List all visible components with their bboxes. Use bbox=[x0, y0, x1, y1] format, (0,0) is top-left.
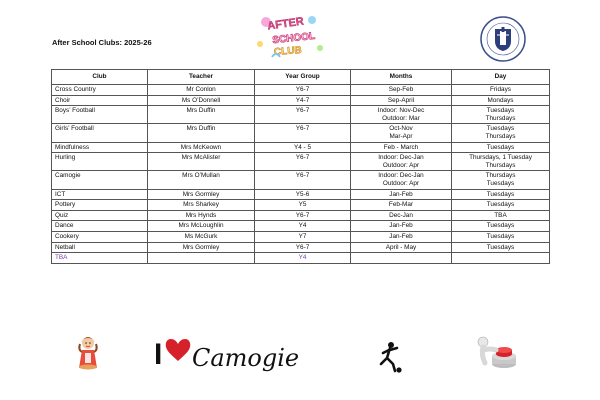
months-line: Mar-Apr bbox=[389, 132, 413, 140]
year-group-cell: Y4-7 bbox=[255, 95, 351, 106]
months-cell bbox=[351, 153, 452, 171]
months-cell bbox=[351, 253, 452, 264]
year-group-cell: Y5 bbox=[255, 200, 351, 211]
year-group-cell: Y6-7 bbox=[255, 106, 351, 124]
header-year-group: Year Group bbox=[255, 70, 351, 85]
table-header-row bbox=[52, 70, 550, 85]
teacher-cell: Mrs McKeown bbox=[148, 142, 255, 153]
year-group-cell: Y4 bbox=[255, 253, 351, 264]
year-group-cell: Y6-7 bbox=[255, 171, 351, 189]
header-club: Club bbox=[52, 70, 148, 85]
table-row bbox=[52, 242, 550, 253]
day-line: Thursdays bbox=[485, 172, 516, 180]
club-cell: ICT bbox=[52, 189, 148, 200]
year-group-cell: Y5-6 bbox=[255, 189, 351, 200]
club-cell: Netball bbox=[52, 242, 148, 253]
club-cell: Choir bbox=[52, 95, 148, 106]
day-line: Tuesdays bbox=[486, 222, 515, 230]
year-group-cell: Y6-7 bbox=[255, 85, 351, 96]
year-group-cell: Y6-7 bbox=[255, 124, 351, 142]
teacher-cell: Mrs Hynds bbox=[148, 210, 255, 221]
red-button-figure-icon bbox=[474, 334, 518, 370]
year-group-cell: Y4 - 5 bbox=[255, 142, 351, 153]
table-row bbox=[52, 189, 550, 200]
teacher-cell: Mrs Gormley bbox=[148, 242, 255, 253]
table-row bbox=[52, 210, 550, 221]
months-line: Feb-Mar bbox=[388, 201, 414, 209]
year-group-cell: Y7 bbox=[255, 231, 351, 242]
teacher-cell: Mrs Sharkey bbox=[148, 200, 255, 211]
club-cell: Quiz bbox=[52, 210, 148, 221]
table-row bbox=[52, 142, 550, 153]
club-cell: Cross Country bbox=[52, 85, 148, 96]
months-line: Indoor: Nov-Dec bbox=[377, 107, 425, 115]
table-row bbox=[52, 231, 550, 242]
teacher-cell: Mrs Duffin bbox=[148, 106, 255, 124]
months-line: Outdoor: Mar bbox=[382, 114, 420, 122]
months-cell bbox=[351, 221, 452, 232]
day-cell bbox=[452, 95, 550, 106]
teacher-cell: Mrs McAlister bbox=[148, 153, 255, 171]
camogie-logo-i: I bbox=[154, 338, 163, 371]
club-cell: Mindfulness bbox=[52, 142, 148, 153]
months-cell bbox=[351, 142, 452, 153]
day-cell bbox=[452, 242, 550, 253]
months-cell bbox=[351, 171, 452, 189]
day-line: TBA bbox=[494, 211, 507, 219]
day-cell bbox=[452, 106, 550, 124]
table-row bbox=[52, 85, 550, 96]
clubs-table bbox=[51, 69, 550, 264]
club-cell: Cookery bbox=[52, 231, 148, 242]
header-day: Day bbox=[452, 70, 550, 85]
months-line: Outdoor: Apr bbox=[382, 161, 420, 169]
day-cell bbox=[452, 231, 550, 242]
i-love-camogie-logo bbox=[152, 326, 300, 376]
year-group-cell: Y4 bbox=[255, 221, 351, 232]
day-line: Thursdays bbox=[485, 161, 516, 169]
months-cell bbox=[351, 200, 452, 211]
months-line: Dec-Jan bbox=[389, 211, 413, 219]
day-cell bbox=[452, 85, 550, 96]
table-body bbox=[52, 85, 550, 264]
day-line: Tuesdays bbox=[486, 143, 515, 151]
months-line: Jan-Feb bbox=[389, 232, 413, 240]
months-cell bbox=[351, 210, 452, 221]
day-line: Mondays bbox=[487, 96, 514, 104]
teacher-cell bbox=[148, 253, 255, 264]
after-school-club-logo bbox=[252, 10, 328, 62]
day-cell bbox=[452, 124, 550, 142]
club-cell: Dance bbox=[52, 221, 148, 232]
day-line: Thursdays bbox=[485, 114, 516, 122]
heart-icon bbox=[166, 339, 191, 361]
months-line: Jan-Feb bbox=[389, 190, 413, 198]
logo-club-text: CLUB bbox=[273, 45, 303, 58]
months-line: Indoor: Dec-Jan bbox=[378, 172, 424, 180]
day-line: Tuesdays bbox=[486, 190, 515, 198]
day-line: Thursdays bbox=[485, 132, 516, 140]
day-cell bbox=[452, 171, 550, 189]
club-cell: Boys’ Football bbox=[52, 106, 148, 124]
table-row bbox=[52, 124, 550, 142]
months-line: Feb - March bbox=[383, 143, 419, 151]
teacher-cell: Mrs O’Mullan bbox=[148, 171, 255, 189]
day-line: Tuesdays bbox=[486, 107, 515, 115]
day-cell bbox=[452, 221, 550, 232]
year-group-cell: Y6-7 bbox=[255, 242, 351, 253]
day-line: Tuesdays bbox=[486, 179, 515, 187]
table-row bbox=[52, 171, 550, 189]
table-row bbox=[52, 253, 550, 264]
teacher-cell: Mrs McLoughlin bbox=[148, 221, 255, 232]
months-line: Outdoor: Apr bbox=[382, 179, 420, 187]
months-line: Sep-April bbox=[387, 96, 415, 104]
club-cell: Camogie bbox=[52, 171, 148, 189]
table-row bbox=[52, 200, 550, 211]
day-cell bbox=[452, 210, 550, 221]
day-line: Tuesdays bbox=[486, 232, 515, 240]
school-crest-logo bbox=[479, 15, 527, 63]
table-row bbox=[52, 221, 550, 232]
months-cell bbox=[351, 231, 452, 242]
club-cell: TBA bbox=[52, 253, 148, 264]
club-cell: Pottery bbox=[52, 200, 148, 211]
logo-after-text: AFTER bbox=[266, 15, 305, 33]
months-cell bbox=[351, 106, 452, 124]
teacher-cell: Ms McGurk bbox=[148, 231, 255, 242]
year-group-cell: Y6-7 bbox=[255, 210, 351, 221]
cookery-girl-icon bbox=[76, 334, 100, 370]
day-cell bbox=[452, 142, 550, 153]
day-cell bbox=[452, 253, 550, 264]
months-cell bbox=[351, 85, 452, 96]
teacher-cell: Mr Conlon bbox=[148, 85, 255, 96]
day-line: Tuesdays bbox=[486, 125, 515, 133]
months-cell bbox=[351, 95, 452, 106]
header-teacher: Teacher bbox=[148, 70, 255, 85]
months-line: Indoor: Dec-Jan bbox=[378, 154, 424, 162]
months-cell bbox=[351, 124, 452, 142]
teacher-cell: Ms O’Donnell bbox=[148, 95, 255, 106]
table-row bbox=[52, 106, 550, 124]
day-line: Thursdays, 1 Tuesday bbox=[469, 154, 532, 162]
club-cell: Hurling bbox=[52, 153, 148, 171]
club-cell: Girls’ Football bbox=[52, 124, 148, 142]
document-title: After School Clubs: 2025-26 bbox=[52, 38, 152, 47]
day-line: Tuesdays bbox=[486, 201, 515, 209]
day-line: Fridays bbox=[490, 86, 511, 93]
logo-school-text: SCHOOL bbox=[271, 30, 316, 47]
camogie-logo-word: Camogie bbox=[192, 344, 300, 372]
months-line: April - May bbox=[385, 243, 417, 251]
football-player-icon bbox=[377, 341, 403, 373]
months-line: Jan-Feb bbox=[389, 222, 413, 230]
months-cell bbox=[351, 242, 452, 253]
day-line: Tuesdays bbox=[486, 243, 515, 251]
table-row bbox=[52, 95, 550, 106]
header-months: Months bbox=[351, 70, 452, 85]
teacher-cell: Mrs Gormley bbox=[148, 189, 255, 200]
months-cell bbox=[351, 189, 452, 200]
months-line: Sep-Feb bbox=[388, 86, 414, 93]
table-row bbox=[52, 153, 550, 171]
day-cell bbox=[452, 153, 550, 171]
year-group-cell: Y6-7 bbox=[255, 153, 351, 171]
day-cell bbox=[452, 189, 550, 200]
teacher-cell: Mrs Duffin bbox=[148, 124, 255, 142]
day-cell bbox=[452, 200, 550, 211]
months-line: Oct-Nov bbox=[389, 125, 413, 133]
